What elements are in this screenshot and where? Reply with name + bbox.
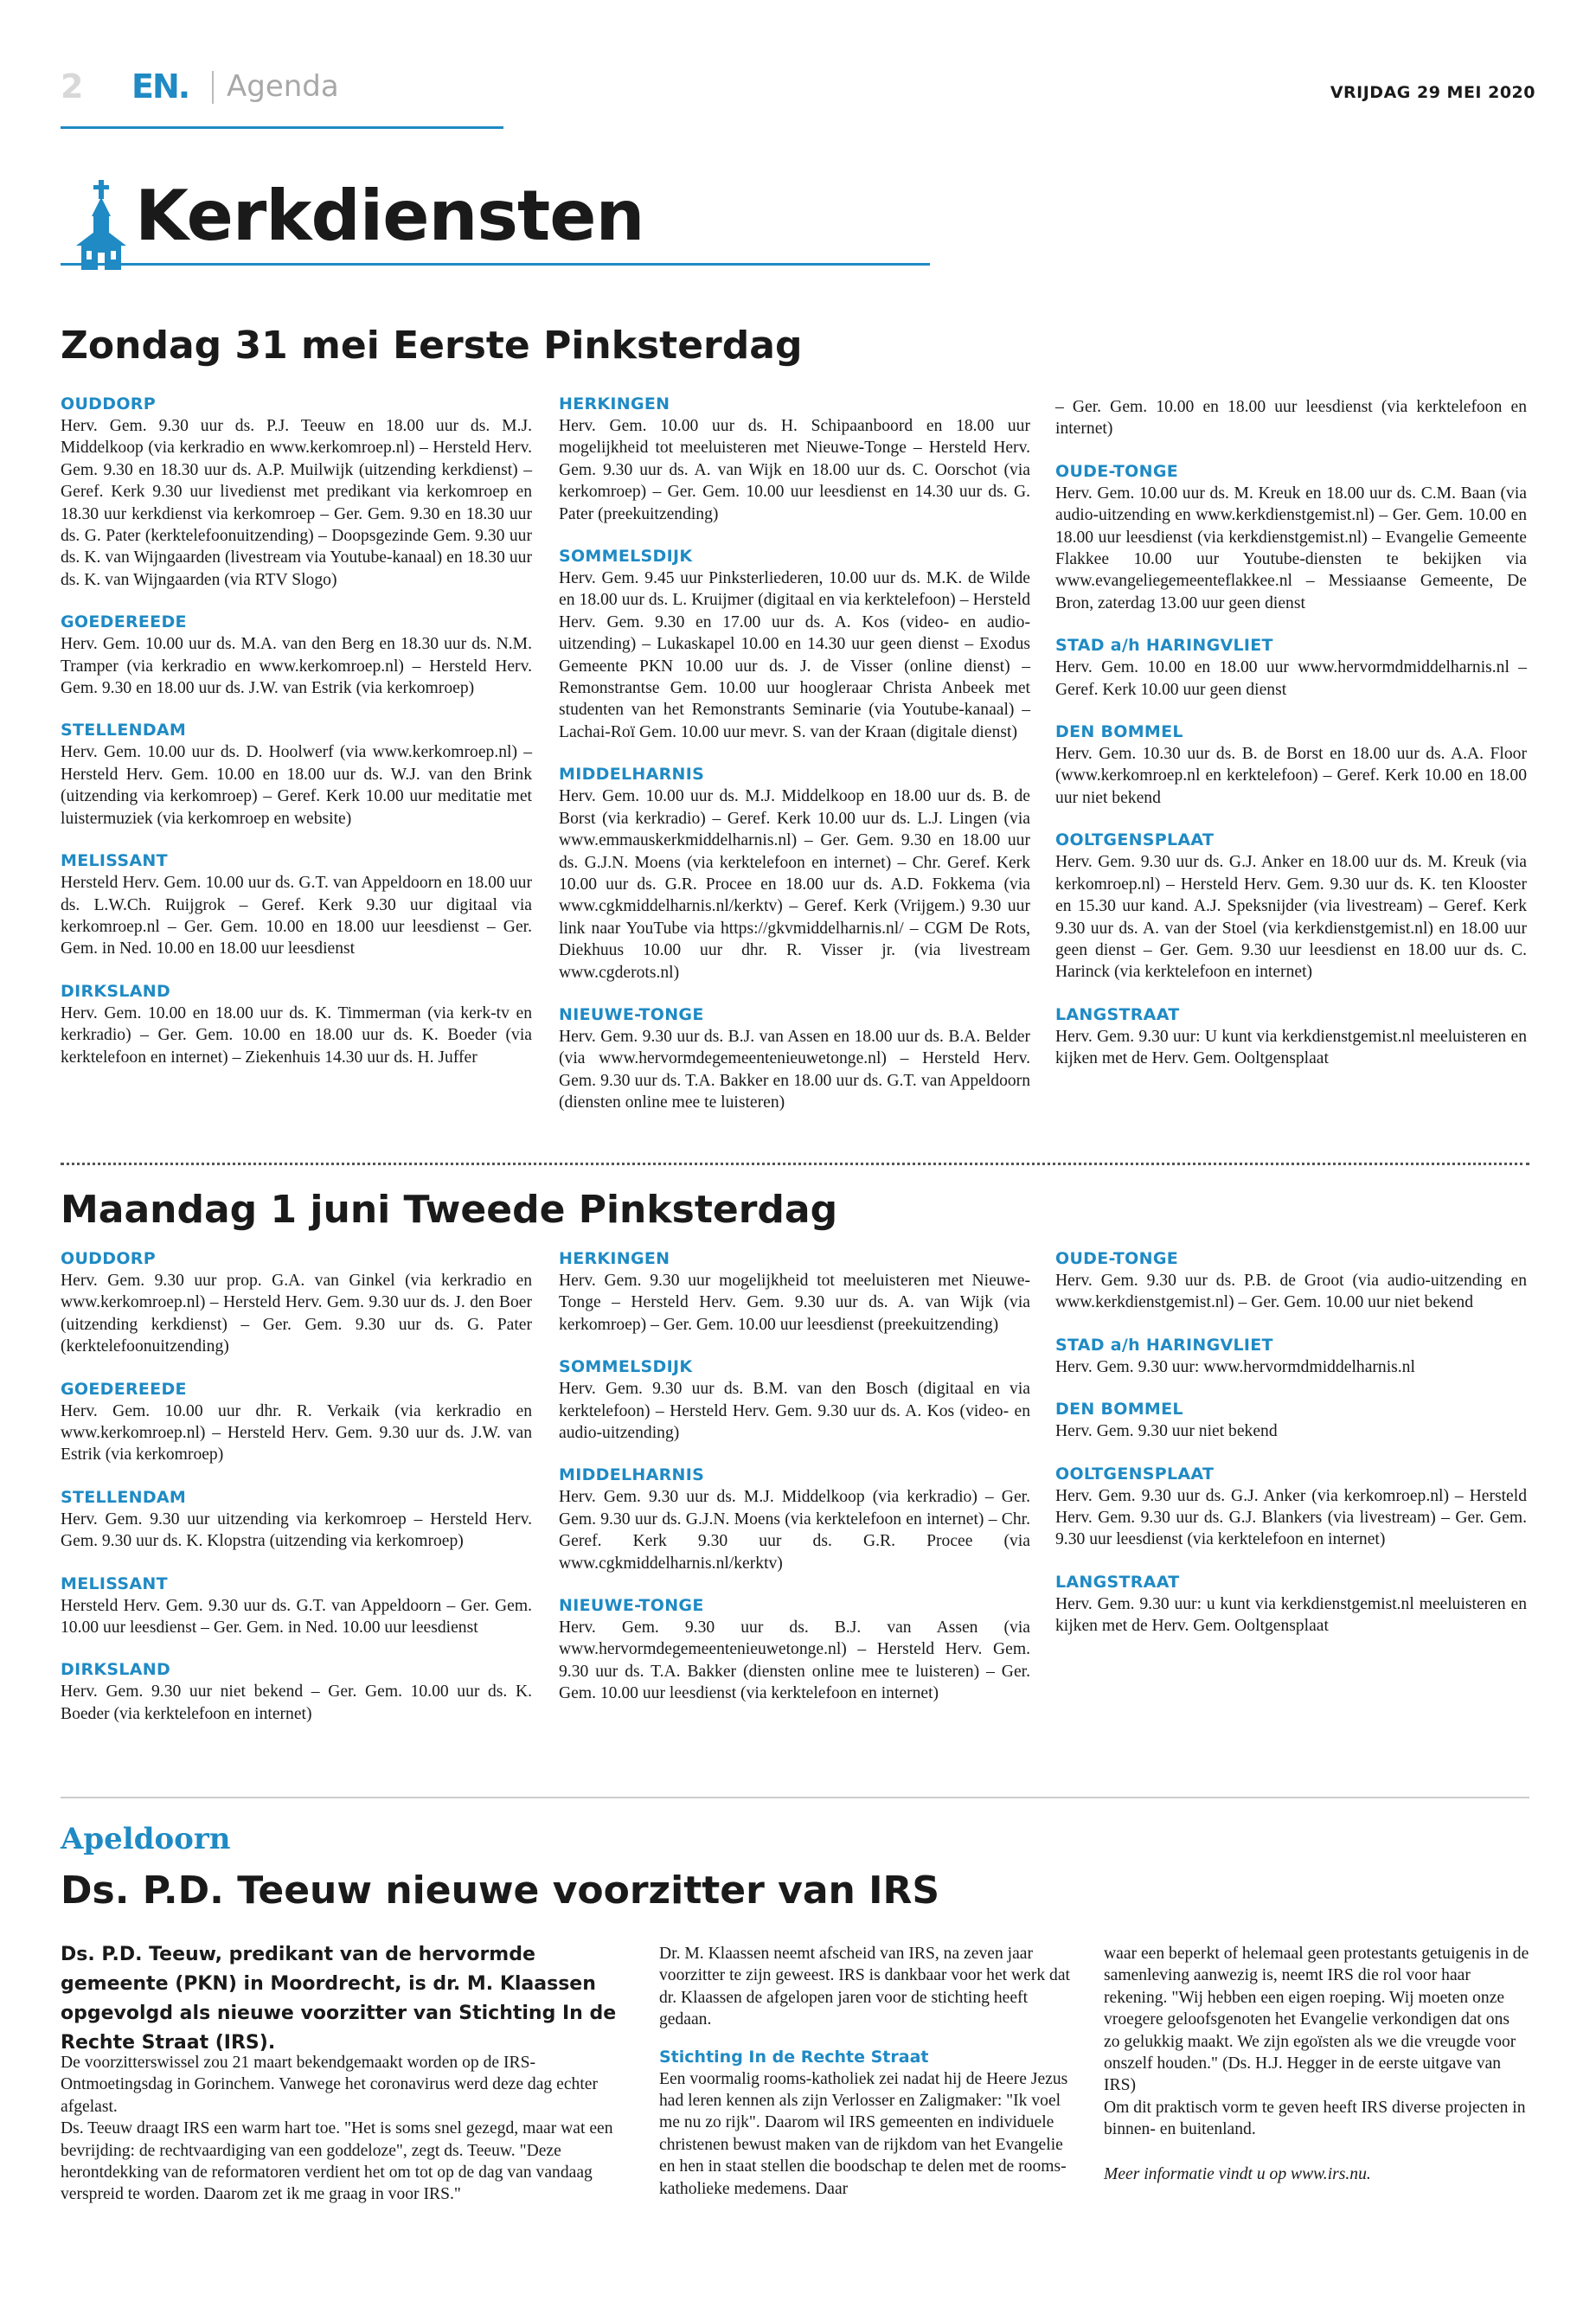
- place-name: MELISSANT: [61, 1574, 168, 1593]
- service-text: Herv. Gem. 10.00 uur ds. M.A. van den Berg en 18.30 uur ds. N.M. Tramper (via kerkradio en www.kerkomroep.nl) – Hersteld Herv. Gem. 9.30 en 18.00 uur ds. J.W. van Estrik (via kerkomroep): [61, 635, 532, 698]
- place-name: NIEUWE-TONGE: [559, 1596, 704, 1616]
- listing-block: [559, 1465, 1030, 1574]
- day1-heading: Zondag 31 mei Eerste Pinksterdag: [61, 324, 803, 368]
- place-name: NIEUWE-TONGE: [559, 1004, 704, 1024]
- service-text: Herv. Gem. 9.30 uur mogelijkheid tot meeluisteren met Nieuwe-Tonge – Hersteld Herv. Gem. 9.30 uur ds. A. van Wijk (via kerkomroep) – Ger. Gem. 10.00 uur leesdienst (preekuitzending): [559, 1272, 1030, 1334]
- service-text: Herv. Gem. 9.30 uur niet bekend: [1055, 1422, 1278, 1441]
- listing-block: [559, 1004, 1030, 1114]
- listing-block: [61, 394, 532, 591]
- listing-block: [559, 394, 1030, 525]
- service-text: Herv. Gem. 9.30 uur: www.hervormdmiddelharnis.nl: [1055, 1357, 1415, 1376]
- listing-block: [61, 720, 532, 830]
- listing-block: [61, 981, 532, 1068]
- title-rule: [61, 263, 930, 266]
- service-text: Herv. Gem. 9.30 uur: U kunt via kerkdienstgemist.nl meeluisteren en kijken met de Herv. Gem. Ooltgensplaat: [1055, 1027, 1527, 1068]
- place-name: OUDE-TONGE: [1055, 1249, 1179, 1268]
- service-text: Herv. Gem. 10.00 en 18.00 uur www.hervormdmiddelharnis.nl – Geref. Kerk 10.00 uur geen dienst: [1055, 658, 1527, 699]
- listing-block: [1055, 1572, 1527, 1638]
- header-rule: [61, 126, 503, 129]
- place-name: LANGSTRAAT: [1055, 1004, 1180, 1024]
- place-name: OOLTGENSPLAAT: [1055, 830, 1215, 850]
- article-rule: [61, 1797, 1529, 1798]
- place-name: LANGSTRAAT: [1055, 1572, 1180, 1592]
- listing-block: [61, 850, 532, 960]
- place-name: GOEDEREEDE: [61, 612, 187, 632]
- article-column-2: [659, 1943, 1083, 2200]
- place-name: DIRKSLAND: [61, 1660, 171, 1680]
- article-paragraph: waar een beperkt of helemaal geen protestants getuigenis in de samenleving aanwezig is, neemt IRS die rol voor haar rekening. "Wij hebben een eigen roeping. Wij moeten onze vroegere geloofsgenoten het Evangelie verkondigen dat ons zo gelukkig maakt. We zijn egoïsten als we die vreugde voor onszelf houden." (Ds. H.J. Hegger in de eerste uitgave van IRS) Om dit praktisch vorm te geven heeft IRS diverse projecten in binnen- en buitenland.: [1104, 1945, 1529, 2139]
- article-column-1: [61, 2052, 631, 2206]
- service-text: Herv. Gem. 9.30 uur ds. B.M. van den Bosch (digitaal en via kerktelefoon) – Hersteld Herv. Gem. 9.30 uur ds. A. Kos (video- en audio-uitzending): [559, 1380, 1030, 1443]
- place-name: GOEDEREEDE: [61, 1379, 187, 1399]
- service-text: Herv. Gem. 9.30 uur uitzending via kerkomroep – Hersteld Herv. Gem. 9.30 uur ds. K. Klopstra (uitzending via kerkomroep): [61, 1509, 532, 1551]
- place-name: MIDDELHARNIS: [559, 1465, 705, 1485]
- listing-block: [1055, 1248, 1527, 1314]
- service-text: Herv. Gem. 9.30 uur ds. G.J. Anker en 18.00 uur ds. M. Kreuk (via kerkomroep.nl) – Hersteld Herv. Gem. 9.30 uur ds. K. ten Klooster en 15.30 uur kand. A.J. Speksnijder (via livestream) – Geref. Kerk 9.30 uur ds. A. van der Stoel (via kerkdienstgemist.nl) en 18.00 uur geen dienst – Ger. Gem. 9.30 uur leesdienst en 18.00 uur ds. C. Harinck (via kerktelefoon en internet): [1055, 853, 1527, 982]
- church-icon: [76, 180, 126, 270]
- article-paragraph: Een voormalig rooms-katholiek zei nadat hij de Heere Jezus had leren kennen als zijn Verlosser en Zaligmaker: "Ik voel me nu zo rijk". Daarom wil IRS gemeenten en individuele christenen bewust maken van de rijkdom van het Evangelie en hen in staat stellen die boodschap te delen met de rooms-katholieke medemens. Daar: [659, 2069, 1068, 2198]
- more-info-line: Meer informatie vindt u op www.irs.nu.: [1104, 2164, 1371, 2183]
- listing-block: [61, 612, 532, 699]
- listing-block: [559, 546, 1030, 743]
- listing-block: [61, 1379, 532, 1466]
- service-text: Herv. Gem. 9.30 uur ds. G.J. Anker (via kerkomroep.nl) – Hersteld Herv. Gem. 9.30 uur ds. G.J. Blankers (via livestream) – Ger. Gem. 9.30 uur leesdienst (via kerktelefoon en internet): [1055, 1486, 1527, 1549]
- service-continuation: – Ger. Gem. 10.00 en 18.00 uur leesdienst (via kerktelefoon en internet): [1055, 398, 1527, 439]
- service-text: Hersteld Herv. Gem. 10.00 uur ds. G.T. van Appeldoorn en 18.00 uur ds. L.W.Ch. Ruijgrok – Geref. Kerk 9.30 uur digitaal via kerkomroep.nl – Ger. Gem. 10.00 en 18.00 uur leesdienst – Ger. Gem. in Ned. 10.00 en 18.00 uur leesdienst: [61, 874, 532, 958]
- day1-column-2: [559, 394, 1030, 1135]
- listing-block: [61, 1248, 532, 1358]
- service-text: Herv. Gem. 10.00 uur ds. M. Kreuk en 18.00 uur ds. C.M. Baan (via audio-uitzending en www.kerkdienstgemist.nl) – Ger. Gem. 10.00 en 18.00 uur leesdienst (via kerkdienstgemist.nl) – Evangelie Gemeente Flakkee 10.00 uur Youtube-diensten te bekijken via www.evangeliegemeenteflakkee.nl – Messiaanse Gemeente, De Bron, zaterdag 13.00 uur geen dienst: [1055, 484, 1527, 612]
- listing-block: [61, 1487, 532, 1553]
- service-text: Herv. Gem. 10.30 uur ds. B. de Borst en 18.00 uur ds. A.A. Floor (www.kerkomroep.nl en kerktelefoon) – Geref. Kerk 10.00 en 18.00 uur niet bekend: [1055, 745, 1527, 807]
- place-name: DEN BOMMEL: [1055, 722, 1183, 742]
- listing-block: [1055, 635, 1527, 701]
- listing-block: [1055, 830, 1527, 983]
- day2-column-2: [559, 1248, 1030, 1726]
- section-divider: [61, 1163, 1529, 1165]
- service-text: Herv. Gem. 9.30 uur ds. B.J. van Assen (via www.hervormdegemeentenieuwetonge.nl) – Hersteld Herv. Gem. 9.30 uur ds. T.A. Bakker (diensten online mee te luisteren) – Ger. Gem. 10.00 uur leesdienst (via kerktelefoon en internet): [559, 1618, 1030, 1703]
- article-paragraph: Dr. M. Klaassen neemt afscheid van IRS, na zeven jaar voorzitter te zijn geweest. IRS is dankbaar voor het werk dat dr. Klaassen de afgelopen jaren voor de stichting heeft gedaan.: [659, 1945, 1070, 2029]
- listing-block: [61, 1574, 532, 1639]
- place-name: OUDDORP: [61, 394, 156, 413]
- place-name: STELLENDAM: [61, 721, 187, 740]
- day2-column-3: [1055, 1248, 1527, 1658]
- article-lead: Ds. P.D. Teeuw, predikant van de hervormde gemeente (PKN) in Moordrecht, is dr. M. Klaassen opgevolgd als nieuwe voorzitter van Stichting In de Rechte Straat (IRS).: [61, 1944, 617, 2054]
- day2-heading: Maandag 1 juni Tweede Pinksterdag: [61, 1188, 838, 1232]
- page-number: 2: [61, 67, 84, 106]
- listing-block: [1055, 721, 1527, 809]
- place-name: HERKINGEN: [559, 1249, 670, 1268]
- section-label: Agenda: [227, 69, 339, 104]
- place-name: STAD a/h HARINGVLIET: [1055, 1335, 1273, 1355]
- place-name: DEN BOMMEL: [1055, 1400, 1183, 1420]
- place-name: OUDDORP: [61, 1249, 156, 1268]
- listing-block: [1055, 1399, 1527, 1442]
- article-subhead: Stichting In de Rechte Straat: [659, 2047, 929, 2067]
- newspaper-logo: EN.: [131, 67, 189, 106]
- article-kicker: Apeldoorn: [61, 1822, 231, 1856]
- listing-block: [1055, 1335, 1527, 1378]
- page-title: Kerkdiensten: [135, 176, 644, 256]
- listing-block: [1055, 461, 1527, 614]
- day1-column-1: [61, 394, 532, 1089]
- place-name: OOLTGENSPLAAT: [1055, 1464, 1215, 1484]
- service-text: Hersteld Herv. Gem. 9.30 uur ds. G.T. van Appeldoorn – Ger. Gem. 10.00 uur leesdienst – Ger. Gem. in Ned. 10.00 uur leesdienst: [61, 1596, 532, 1638]
- service-text: Herv. Gem. 10.00 uur ds. M.J. Middelkoop en 18.00 uur ds. B. de Borst (via kerkradio) – Geref. Kerk 10.00 uur ds. L.J. Lingen (via www.emmauskerkmiddelharnis.nl) – Ger. Gem. 9.30 en 18.00 uur ds. G.J.N. Moens (via kerktelefoon en internet) – Chr. Geref. Kerk 10.00 uur ds. G.R. Procee en 18.00 uur ds. A.D. Fokkema (via www.cgkmiddelharnis.nl/kerktv) – Geref. Kerk (Vrijgem.) 9.30 uur link naar YouTube via https://gkvmiddelharnis.nl/ – CGM De Rots, Diekhuus 10.00 uur dhr. R. Visser jr. (via livestream www.cgderots.nl): [559, 787, 1030, 982]
- listing-block: [559, 1595, 1030, 1705]
- listing-block: [559, 1248, 1030, 1336]
- issue-date: VRIJDAG 29 MEI 2020: [1330, 83, 1535, 102]
- service-text: Herv. Gem. 10.00 uur ds. H. Schipaanboord en 18.00 uur mogelijkheid tot meeluisteren met Nieuwe-Tonge – Hersteld Herv. Gem. 9.30 uur ds. A. van Wijk en 18.00 uur ds. C. Oorschot (via kerkomroep) – Ger. Gem. 10.00 uur leesdienst en 14.30 uur ds. G. Pater (preekuitzending): [559, 417, 1030, 523]
- listing-block: [1055, 1004, 1527, 1070]
- place-name: MELISSANT: [61, 851, 168, 871]
- service-text: Herv. Gem. 9.30 uur niet bekend – Ger. Gem. 10.00 uur ds. K. Boeder (via kerktelefoon en internet): [61, 1682, 532, 1723]
- listing-block: [559, 764, 1030, 984]
- place-name: OUDE-TONGE: [1055, 461, 1179, 481]
- article-column-3: [1104, 1943, 1529, 2185]
- listing-block: [559, 1356, 1030, 1444]
- service-text: Herv. Gem. 10.00 uur ds. D. Hoolwerf (via www.kerkomroep.nl) – Hersteld Herv. Gem. 10.00 en 18.00 uur ds. W.J. van den Brink (uitzending via kerkomroep) – Geref. Kerk 10.00 uur meditatie met luistermuziek (via kerkomroep en website): [61, 743, 532, 828]
- day2-column-1: [61, 1248, 532, 1746]
- article-paragraph: Ds. Teeuw draagt IRS een warm hart toe. "Het is soms snel gezegd, maar wat een bevrijding: de rechtvaardiging van een goddeloze", zegt ds. Teeuw. "Deze herontdekking van de reformatoren verdient het om tot op de dag van vandaag verspreid te worden. Daarom zet ik me graag in voor IRS.": [61, 2119, 613, 2204]
- day1-column-3: [1055, 396, 1527, 1091]
- service-text: Herv. Gem. 9.30 uur ds. B.J. van Assen en 18.00 uur ds. B.A. Belder (via www.hervormdegemeentenieuwetonge.nl) – Hersteld Herv. Gem. 9.30 uur ds. T.A. Bakker en 18.00 uur ds. G.T. van Appeldoorn (diensten online mee te luisteren): [559, 1027, 1030, 1112]
- place-name: STAD a/h HARINGVLIET: [1055, 636, 1273, 656]
- service-text: Herv. Gem. 10.00 uur dhr. R. Verkaik (via kerkradio en www.kerkomroep.nl) – Hersteld Herv. Gem. 9.30 uur ds. J.W. van Estrik (via kerkomroep): [61, 1401, 532, 1465]
- service-text: Herv. Gem. 9.30 uur ds. P.B. de Groot (via audio-uitzending en www.kerkdienstgemist.nl) – Ger. Gem. 10.00 uur niet bekend: [1055, 1272, 1527, 1312]
- place-name: STELLENDAM: [61, 1487, 187, 1507]
- place-name: DIRKSLAND: [61, 981, 171, 1001]
- service-text: Herv. Gem. 9.30 uur ds. P.J. Teeuw en 18.00 uur ds. M.J. Middelkoop (via kerkradio en www.kerkomroep.nl) – Hersteld Herv. Gem. 9.30 en 18.30 uur ds. A.P. Muilwijk (uitzending kerkdienst) – Geref. Kerk 9.30 uur livedienst met predikant via kerkomroep en 18.30 uur kerkdienst via kerkomroep – Ger. Gem. 9.30 en 18.30 uur ds. G. Pater (kerktelefoonuitzending) – Doopsgezinde Gem. 9.30 uur ds. K. van Wijngaarden (livestream via Youtube-kanaal) en 18.30 uur ds. K. van Wijngaarden (via RTV Slogo): [61, 417, 532, 589]
- article-paragraph: De voorzitterswissel zou 21 maart bekendgemaakt worden op de IRS-Ontmoetingsdag in Gorinchem. Vanwege het coronavirus werd deze dag echter afgelast.: [61, 2054, 598, 2116]
- service-text: Herv. Gem. 9.30 uur ds. M.J. Middelkoop (via kerkradio) – Ger. Gem. 9.30 uur ds. G.J.N. Moens (via kerktelefoon en internet) – Chr. Geref. Kerk 9.30 uur ds. G.R. Procee (via www.cgkmiddelharnis.nl/kerktv): [559, 1488, 1030, 1573]
- place-name: HERKINGEN: [559, 394, 670, 413]
- service-text: Herv. Gem. 9.30 uur prop. G.A. van Ginkel (via kerkradio en www.kerkomroep.nl) – Hersteld Herv. Gem. 9.30 uur ds. J. den Boer (uitzending kerkdienst) – Ger. Gem. 9.30 uur ds. G. Pater (kerktelefoonuitzending): [61, 1272, 532, 1356]
- service-text: Herv. Gem. 9.45 uur Pinksterliederen, 10.00 uur ds. M.K. de Wilde en 18.00 uur ds. L. Kruijmer (digitaal en via kerktelefoon) – Hersteld Herv. Gem. 9.30 en 17.00 uur ds. A. Kos (video- en audio-uitzending) – Lukaskapel 10.00 en 14.30 uur geen dienst – Exodus Gemeente PKN 10.00 uur ds. J. de Visser (online dienst) – Remonstrantse Gem. 10.00 uur hoogleraar Christa Anbeek met studenten van het Remonstrants Seminarie (via Youtube-kanaal) – Lachai-Roï Gem. 10.00 uur mevr. S. van der Kraan (digitale dienst): [559, 569, 1030, 741]
- place-name: SOMMELSDIJK: [559, 547, 693, 567]
- place-name: MIDDELHARNIS: [559, 765, 705, 785]
- place-name: SOMMELSDIJK: [559, 1357, 693, 1377]
- service-text: Herv. Gem. 9.30 uur: u kunt via kerkdienstgemist.nl meeluisteren en kijken met de Herv. Gem. Ooltgensplaat: [1055, 1594, 1527, 1636]
- listing-block: [1055, 1464, 1527, 1551]
- service-text: Herv. Gem. 10.00 en 18.00 uur ds. K. Timmerman (via kerk-tv en kerkradio) – Ger. Gem. 10.00 en 18.00 uur ds. K. Boeder (via kerktelefoon en internet) – Ziekenhuis 14.30 uur ds. H. Juffer: [61, 1003, 532, 1067]
- header-divider: [212, 71, 214, 104]
- listing-block: [61, 1659, 532, 1725]
- article-headline: Ds. P.D. Teeuw nieuwe voorzitter van IRS: [61, 1868, 940, 1913]
